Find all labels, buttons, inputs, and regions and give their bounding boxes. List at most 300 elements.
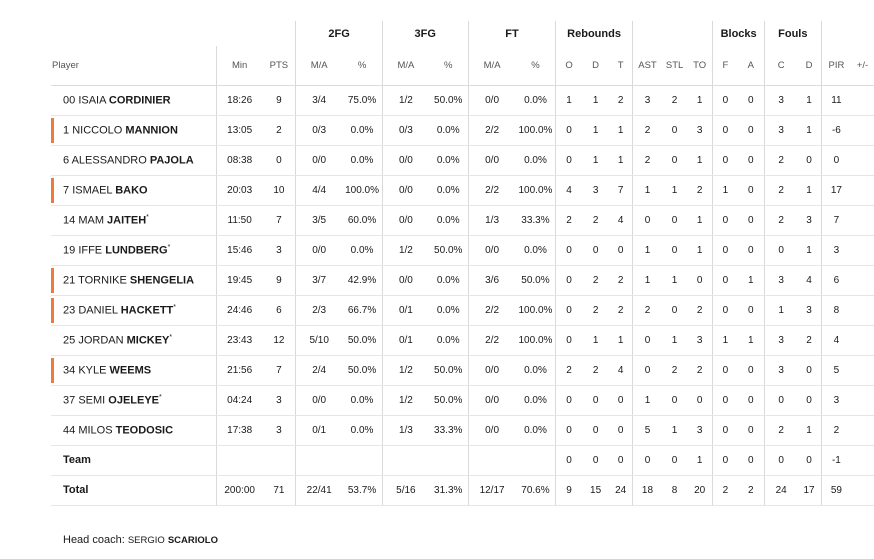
cell-assists: 1 bbox=[632, 235, 662, 265]
cell-blocks-for: 0 bbox=[713, 205, 738, 235]
cell-blocks-for: 0 bbox=[713, 265, 738, 295]
header-plus-minus[interactable]: +/- bbox=[851, 46, 874, 85]
player-row[interactable] bbox=[51, 205, 874, 235]
player-number: 6 bbox=[63, 154, 70, 167]
team-label: Team bbox=[51, 445, 216, 475]
player-first-name: MAM bbox=[78, 214, 104, 227]
player-number: 14 bbox=[63, 214, 76, 227]
cell-points: 9 bbox=[263, 265, 296, 295]
header-ft-ma[interactable]: M/A bbox=[468, 46, 515, 85]
cell-off-rebounds: 0 bbox=[556, 415, 582, 445]
header-to[interactable]: TO bbox=[687, 46, 713, 85]
cell-steals: 1 bbox=[662, 175, 687, 205]
cell-blocks-against: 0 bbox=[738, 445, 765, 475]
cell-fouls-committed: 3 bbox=[764, 355, 797, 385]
header-pts[interactable]: PTS bbox=[263, 46, 296, 85]
cell-total-rebounds: 2 bbox=[610, 265, 633, 295]
cell-def-rebounds: 2 bbox=[582, 265, 610, 295]
cell-ft-pct: 0.0% bbox=[516, 415, 556, 445]
cell-def-rebounds: 0 bbox=[582, 235, 610, 265]
player-last-name: TEODOSIC bbox=[115, 424, 174, 437]
cell-blocks-for: 2 bbox=[713, 475, 738, 505]
player-number: 00 bbox=[63, 94, 76, 107]
cell-turnovers: 20 bbox=[687, 475, 713, 505]
cell-3fg-pct: 50.0% bbox=[429, 235, 468, 265]
player-name-cell[interactable] bbox=[51, 385, 216, 415]
cell-3fg-pct: 50.0% bbox=[429, 355, 468, 385]
cell-3fg-made-attempted: 0/0 bbox=[382, 265, 428, 295]
player-row[interactable] bbox=[51, 145, 874, 175]
player-number: 21 bbox=[63, 274, 76, 287]
group-ft: FT bbox=[468, 21, 556, 46]
cell-fouls-drawn: 1 bbox=[797, 175, 821, 205]
cell-fouls-drawn: 0 bbox=[797, 445, 821, 475]
cell-2fg-pct: 50.0% bbox=[342, 355, 382, 385]
cell-turnovers: 3 bbox=[687, 115, 713, 145]
cell-steals: 0 bbox=[662, 205, 687, 235]
cell-minutes: 08:38 bbox=[216, 145, 262, 175]
cell-2fg-pct: 75.0% bbox=[342, 85, 382, 115]
cell-fouls-committed: 2 bbox=[764, 205, 797, 235]
cell-2fg-pct bbox=[342, 445, 382, 475]
cell-2fg-pct: 60.0% bbox=[342, 205, 382, 235]
cell-3fg-made-attempted: 0/0 bbox=[382, 175, 428, 205]
cell-2fg-pct: 50.0% bbox=[342, 325, 382, 355]
player-marker: * bbox=[146, 213, 149, 221]
cell-off-rebounds: 0 bbox=[556, 295, 582, 325]
player-row[interactable] bbox=[51, 115, 874, 145]
cell-fouls-committed: 3 bbox=[764, 115, 797, 145]
cell-steals: 0 bbox=[662, 295, 687, 325]
cell-off-rebounds: 0 bbox=[556, 115, 582, 145]
header-foul-d[interactable]: D bbox=[797, 46, 821, 85]
cell-pir: 7 bbox=[821, 205, 851, 235]
player-last-name: WEEMS bbox=[109, 364, 152, 377]
cell-fouls-committed: 0 bbox=[764, 445, 797, 475]
cell-2fg-made-attempted: 3/5 bbox=[296, 205, 342, 235]
cell-off-rebounds: 0 bbox=[556, 385, 582, 415]
cell-ft-made-attempted: 2/2 bbox=[468, 325, 515, 355]
cell-fouls-committed: 3 bbox=[764, 85, 797, 115]
cell-ft-made-attempted: 2/2 bbox=[468, 175, 515, 205]
cell-3fg-pct bbox=[429, 445, 468, 475]
cell-ft-pct: 100.0% bbox=[516, 115, 556, 145]
cell-minutes: 20:03 bbox=[216, 175, 262, 205]
player-first-name: KYLE bbox=[78, 364, 107, 377]
player-row[interactable] bbox=[51, 235, 874, 265]
player-row[interactable] bbox=[51, 325, 874, 355]
cell-2fg-made-attempted: 22/41 bbox=[296, 475, 342, 505]
cell-assists: 1 bbox=[632, 385, 662, 415]
player-first-name: ISMAEL bbox=[72, 184, 113, 197]
cell-2fg-made-attempted: 3/7 bbox=[296, 265, 342, 295]
cell-3fg-pct: 50.0% bbox=[429, 385, 468, 415]
header-foul-c[interactable]: C bbox=[764, 46, 797, 85]
cell-points: 0 bbox=[263, 145, 296, 175]
cell-def-rebounds: 1 bbox=[582, 115, 610, 145]
player-number: 25 bbox=[63, 334, 76, 347]
cell-total-rebounds: 0 bbox=[610, 445, 633, 475]
header-reb-d[interactable]: D bbox=[582, 46, 610, 85]
cell-pir: 3 bbox=[821, 385, 851, 415]
cell-assists: 1 bbox=[632, 265, 662, 295]
header-3fg-ma[interactable]: M/A bbox=[382, 46, 428, 85]
cell-2fg-made-attempted: 0/0 bbox=[296, 385, 342, 415]
cell-turnovers: 1 bbox=[687, 85, 713, 115]
player-first-name: DANIEL bbox=[78, 304, 118, 317]
player-row[interactable] bbox=[51, 85, 874, 115]
cell-3fg-made-attempted: 1/2 bbox=[382, 355, 428, 385]
cell-points bbox=[263, 445, 296, 475]
cell-3fg-pct: 33.3% bbox=[429, 415, 468, 445]
player-first-name: NICCOLO bbox=[72, 124, 123, 137]
cell-3fg-pct: 31.3% bbox=[429, 475, 468, 505]
cell-pir: 2 bbox=[821, 415, 851, 445]
cell-total-rebounds: 1 bbox=[610, 325, 633, 355]
cell-points: 2 bbox=[263, 115, 296, 145]
cell-points: 71 bbox=[263, 475, 296, 505]
total-label: Total bbox=[51, 475, 216, 505]
cell-steals: 2 bbox=[662, 355, 687, 385]
cell-def-rebounds: 2 bbox=[582, 205, 610, 235]
player-row[interactable] bbox=[51, 295, 874, 325]
cell-total-rebounds: 4 bbox=[610, 355, 633, 385]
player-last-name: OJELEYE bbox=[108, 394, 160, 407]
cell-3fg-made-attempted bbox=[382, 445, 428, 475]
player-row[interactable] bbox=[51, 385, 874, 415]
cell-fouls-committed: 1 bbox=[764, 295, 797, 325]
player-name-cell[interactable] bbox=[51, 355, 216, 385]
cell-pir: 4 bbox=[821, 325, 851, 355]
player-name-cell[interactable] bbox=[51, 295, 216, 325]
cell-steals: 1 bbox=[662, 415, 687, 445]
cell-blocks-for: 0 bbox=[713, 385, 738, 415]
header-blk-a[interactable]: A bbox=[738, 46, 765, 85]
cell-turnovers: 1 bbox=[687, 205, 713, 235]
cell-blocks-against: 0 bbox=[738, 85, 765, 115]
player-marker: * bbox=[167, 243, 171, 251]
cell-plus-minus bbox=[851, 415, 874, 445]
cell-ft-made-attempted bbox=[468, 445, 515, 475]
cell-3fg-made-attempted: 1/3 bbox=[382, 415, 428, 445]
cell-off-rebounds: 9 bbox=[556, 475, 582, 505]
cell-points: 3 bbox=[263, 385, 296, 415]
header-reb-o[interactable]: O bbox=[556, 46, 582, 85]
cell-turnovers: 2 bbox=[687, 355, 713, 385]
player-name-cell[interactable] bbox=[51, 85, 216, 115]
cell-3fg-pct: 0.0% bbox=[429, 175, 468, 205]
cell-steals: 1 bbox=[662, 325, 687, 355]
cell-ft-made-attempted: 0/0 bbox=[468, 145, 515, 175]
cell-2fg-made-attempted: 4/4 bbox=[296, 175, 342, 205]
cell-fouls-drawn: 1 bbox=[797, 85, 821, 115]
cell-total-rebounds: 7 bbox=[610, 175, 633, 205]
cell-2fg-pct: 42.9% bbox=[342, 265, 382, 295]
cell-ft-pct: 0.0% bbox=[516, 235, 556, 265]
cell-ft-pct: 33.3% bbox=[516, 205, 556, 235]
header-reb-t[interactable]: T bbox=[610, 46, 633, 85]
cell-def-rebounds: 1 bbox=[582, 85, 610, 115]
cell-steals: 0 bbox=[662, 385, 687, 415]
header-ft-pct[interactable]: % bbox=[516, 46, 556, 85]
player-first-name: ALESSANDRO bbox=[71, 154, 147, 167]
cell-def-rebounds: 1 bbox=[582, 325, 610, 355]
cell-blocks-against: 0 bbox=[738, 175, 765, 205]
player-name-cell[interactable] bbox=[51, 235, 216, 265]
box-score-table bbox=[51, 21, 874, 506]
cell-off-rebounds: 0 bbox=[556, 325, 582, 355]
cell-total-rebounds: 2 bbox=[610, 295, 633, 325]
cell-turnovers: 0 bbox=[687, 385, 713, 415]
cell-turnovers: 0 bbox=[687, 265, 713, 295]
player-row[interactable] bbox=[51, 415, 874, 445]
player-number: 19 bbox=[63, 244, 76, 257]
player-name-cell[interactable] bbox=[51, 145, 216, 175]
player-last-name: BAKO bbox=[115, 184, 148, 197]
header-2fg-ma[interactable]: M/A bbox=[296, 46, 342, 85]
cell-pir: 59 bbox=[821, 475, 851, 505]
cell-2fg-made-attempted: 0/3 bbox=[296, 115, 342, 145]
cell-blocks-against: 0 bbox=[738, 295, 765, 325]
cell-2fg-made-attempted: 0/0 bbox=[296, 235, 342, 265]
cell-ft-pct: 50.0% bbox=[516, 265, 556, 295]
player-first-name: MILOS bbox=[78, 424, 113, 437]
cell-plus-minus bbox=[851, 265, 874, 295]
group-header-row bbox=[51, 21, 874, 46]
cell-ft-pct: 0.0% bbox=[516, 145, 556, 175]
cell-3fg-pct: 0.0% bbox=[429, 145, 468, 175]
player-row[interactable] bbox=[51, 355, 874, 385]
header-player[interactable]: Player bbox=[51, 46, 216, 85]
player-number: 44 bbox=[63, 424, 76, 437]
cell-off-rebounds: 2 bbox=[556, 205, 582, 235]
cell-assists: 3 bbox=[632, 85, 662, 115]
player-last-name: MANNION bbox=[125, 124, 178, 137]
cell-2fg-made-attempted: 2/4 bbox=[296, 355, 342, 385]
player-first-name: IFFE bbox=[78, 244, 103, 257]
cell-blocks-against: 0 bbox=[738, 145, 765, 175]
player-rows bbox=[51, 85, 874, 505]
cell-blocks-for: 0 bbox=[713, 295, 738, 325]
player-name-cell[interactable] bbox=[51, 175, 216, 205]
cell-off-rebounds: 4 bbox=[556, 175, 582, 205]
cell-steals: 1 bbox=[662, 265, 687, 295]
header-pir[interactable]: PIR bbox=[821, 46, 851, 85]
cell-total-rebounds: 1 bbox=[610, 115, 633, 145]
cell-plus-minus bbox=[851, 205, 874, 235]
cell-blocks-for: 0 bbox=[713, 85, 738, 115]
cell-fouls-drawn: 1 bbox=[797, 415, 821, 445]
cell-blocks-against: 2 bbox=[738, 475, 765, 505]
cell-points: 6 bbox=[263, 295, 296, 325]
cell-fouls-drawn: 4 bbox=[797, 265, 821, 295]
cell-assists: 0 bbox=[632, 355, 662, 385]
cell-ft-made-attempted: 1/3 bbox=[468, 205, 515, 235]
player-first-name: ISAIA bbox=[78, 94, 106, 107]
cell-points: 7 bbox=[263, 355, 296, 385]
cell-2fg-made-attempted: 3/4 bbox=[296, 85, 342, 115]
cell-pir: 17 bbox=[821, 175, 851, 205]
cell-def-rebounds: 15 bbox=[582, 475, 610, 505]
player-last-name: LUNDBERG bbox=[105, 244, 168, 257]
header-min[interactable]: Min bbox=[216, 46, 262, 85]
cell-minutes: 21:56 bbox=[216, 355, 262, 385]
cell-fouls-drawn: 1 bbox=[797, 115, 821, 145]
group-fouls: Fouls bbox=[764, 21, 821, 46]
cell-blocks-against: 1 bbox=[738, 265, 765, 295]
cell-fouls-drawn: 2 bbox=[797, 325, 821, 355]
cell-assists: 1 bbox=[632, 175, 662, 205]
cell-assists: 0 bbox=[632, 445, 662, 475]
cell-2fg-pct: 0.0% bbox=[342, 415, 382, 445]
cell-fouls-drawn: 17 bbox=[797, 475, 821, 505]
cell-total-rebounds: 2 bbox=[610, 85, 633, 115]
cell-2fg-pct: 66.7% bbox=[342, 295, 382, 325]
cell-pir: 11 bbox=[821, 85, 851, 115]
cell-fouls-drawn: 1 bbox=[797, 235, 821, 265]
cell-3fg-pct: 0.0% bbox=[429, 265, 468, 295]
cell-fouls-committed: 24 bbox=[764, 475, 797, 505]
header-ast[interactable]: AST bbox=[632, 46, 662, 85]
cell-minutes: 18:26 bbox=[216, 85, 262, 115]
cell-pir: 3 bbox=[821, 235, 851, 265]
cell-3fg-made-attempted: 1/2 bbox=[382, 385, 428, 415]
player-number: 7 bbox=[63, 184, 70, 197]
cell-blocks-for: 0 bbox=[713, 415, 738, 445]
player-number: 23 bbox=[63, 304, 76, 317]
header-stl[interactable]: STL bbox=[662, 46, 687, 85]
cell-fouls-drawn: 3 bbox=[797, 295, 821, 325]
cell-minutes: 24:46 bbox=[216, 295, 262, 325]
cell-blocks-for: 0 bbox=[713, 445, 738, 475]
player-name-cell[interactable] bbox=[51, 115, 216, 145]
cell-pir: 0 bbox=[821, 145, 851, 175]
cell-def-rebounds: 2 bbox=[582, 355, 610, 385]
cell-3fg-made-attempted: 0/0 bbox=[382, 205, 428, 235]
player-name-cell[interactable] bbox=[51, 265, 216, 295]
cell-minutes: 04:24 bbox=[216, 385, 262, 415]
cell-minutes bbox=[216, 445, 262, 475]
cell-3fg-made-attempted: 0/3 bbox=[382, 115, 428, 145]
cell-fouls-committed: 3 bbox=[764, 325, 797, 355]
cell-ft-pct: 0.0% bbox=[516, 385, 556, 415]
cell-turnovers: 2 bbox=[687, 295, 713, 325]
cell-fouls-committed: 2 bbox=[764, 145, 797, 175]
column-header-row bbox=[51, 46, 874, 85]
cell-def-rebounds: 3 bbox=[582, 175, 610, 205]
cell-fouls-drawn: 0 bbox=[797, 355, 821, 385]
cell-def-rebounds: 1 bbox=[582, 145, 610, 175]
header-3fg-pct[interactable]: % bbox=[429, 46, 468, 85]
cell-off-rebounds: 0 bbox=[556, 145, 582, 175]
cell-ft-pct bbox=[516, 445, 556, 475]
cell-def-rebounds: 0 bbox=[582, 445, 610, 475]
cell-blocks-for: 1 bbox=[713, 325, 738, 355]
player-first-name: SEMI bbox=[78, 394, 106, 407]
cell-total-rebounds: 4 bbox=[610, 205, 633, 235]
cell-minutes: 15:46 bbox=[216, 235, 262, 265]
cell-assists: 0 bbox=[632, 205, 662, 235]
cell-minutes: 17:38 bbox=[216, 415, 262, 445]
cell-3fg-made-attempted: 1/2 bbox=[382, 235, 428, 265]
cell-pir: 6 bbox=[821, 265, 851, 295]
cell-3fg-made-attempted: 0/0 bbox=[382, 145, 428, 175]
cell-minutes: 13:05 bbox=[216, 115, 262, 145]
cell-blocks-against: 0 bbox=[738, 355, 765, 385]
cell-3fg-made-attempted: 0/1 bbox=[382, 295, 428, 325]
header-2fg-pct[interactable]: % bbox=[342, 46, 382, 85]
player-first-name: TORNIKE bbox=[78, 274, 127, 287]
cell-points: 7 bbox=[263, 205, 296, 235]
coach-first-name: SERGIO bbox=[127, 535, 165, 546]
cell-points: 9 bbox=[263, 85, 296, 115]
player-name-cell[interactable] bbox=[51, 205, 216, 235]
cell-minutes: 19:45 bbox=[216, 265, 262, 295]
cell-ft-pct: 70.6% bbox=[516, 475, 556, 505]
header-blk-f[interactable]: F bbox=[713, 46, 738, 85]
cell-2fg-made-attempted bbox=[296, 445, 342, 475]
player-last-name: CORDINIER bbox=[108, 94, 171, 107]
cell-3fg-made-attempted: 5/16 bbox=[382, 475, 428, 505]
cell-turnovers: 1 bbox=[687, 235, 713, 265]
cell-assists: 5 bbox=[632, 415, 662, 445]
cell-plus-minus bbox=[851, 235, 874, 265]
cell-steals: 0 bbox=[662, 235, 687, 265]
player-row[interactable] bbox=[51, 265, 874, 295]
cell-turnovers: 3 bbox=[687, 415, 713, 445]
cell-blocks-for: 0 bbox=[713, 145, 738, 175]
player-name-cell[interactable] bbox=[51, 415, 216, 445]
player-number: 1 bbox=[63, 124, 70, 137]
cell-off-rebounds: 2 bbox=[556, 355, 582, 385]
cell-steals: 8 bbox=[662, 475, 687, 505]
cell-ft-made-attempted: 2/2 bbox=[468, 115, 515, 145]
player-marker: * bbox=[169, 333, 173, 341]
cell-pir: -1 bbox=[821, 445, 851, 475]
cell-blocks-against: 0 bbox=[738, 415, 765, 445]
cell-ft-made-attempted: 0/0 bbox=[468, 415, 515, 445]
cell-3fg-made-attempted: 0/1 bbox=[382, 325, 428, 355]
cell-fouls-drawn: 0 bbox=[797, 385, 821, 415]
cell-pir: -6 bbox=[821, 115, 851, 145]
cell-assists: 18 bbox=[632, 475, 662, 505]
cell-off-rebounds: 0 bbox=[556, 265, 582, 295]
cell-points: 12 bbox=[263, 325, 296, 355]
cell-minutes: 11:50 bbox=[216, 205, 262, 235]
cell-turnovers: 1 bbox=[687, 145, 713, 175]
cell-plus-minus bbox=[851, 385, 874, 415]
group-3fg: 3FG bbox=[382, 21, 468, 46]
cell-total-rebounds: 0 bbox=[610, 235, 633, 265]
cell-fouls-committed: 2 bbox=[764, 175, 797, 205]
cell-blocks-against: 1 bbox=[738, 325, 765, 355]
player-row[interactable] bbox=[51, 175, 874, 205]
player-last-name: MICKEY bbox=[126, 334, 170, 347]
player-last-name: HACKETT bbox=[120, 304, 174, 317]
player-name-cell[interactable] bbox=[51, 325, 216, 355]
cell-fouls-drawn: 0 bbox=[797, 145, 821, 175]
cell-ft-pct: 100.0% bbox=[516, 325, 556, 355]
cell-blocks-for: 0 bbox=[713, 355, 738, 385]
total-row bbox=[51, 475, 874, 505]
player-number: 37 bbox=[63, 394, 76, 407]
cell-plus-minus bbox=[851, 175, 874, 205]
cell-2fg-made-attempted: 2/3 bbox=[296, 295, 342, 325]
coach-label: Head coach: bbox=[63, 534, 125, 546]
player-last-name: PAJOLA bbox=[149, 154, 194, 167]
group-2fg: 2FG bbox=[296, 21, 383, 46]
cell-plus-minus bbox=[851, 85, 874, 115]
